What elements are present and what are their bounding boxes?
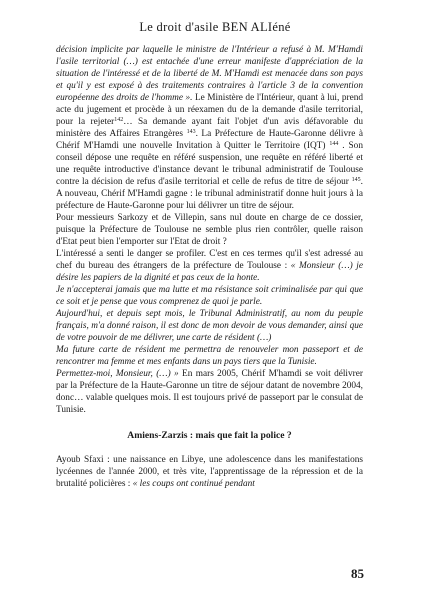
page-number: 85 (351, 566, 364, 581)
paragraph: Permettez-moi, Monsieur, (…) » En mars 2005, Chérif M'hamdi se voit délivrer par la Préfecture de la Haute-Garonne un titre de séjour datant de novembre 2004, donc… valable quelques mois. Il est toujours privé de passeport par le consulat de Tunisie. (56, 369, 363, 415)
paragraph: Pour messieurs Sarkozy et de Villepin, sans nul doute en charge de ce dossier, puisque la Préfecture de Toulouse ne semble plus rien contrôler, quelle raison d'Etat peut bien l'emporter sur l'Etat de droit ? (56, 213, 363, 247)
body-text (56, 44, 363, 490)
paragraph: Aujourd'hui, et depuis sept mois, le Tribunal Administratif, au nom du peuple français, m'a donné raison, il est donc de mon devoir de vous demander, ainsi que de votre pouvoir de me délivrer, une carte de résident (…) (56, 309, 363, 343)
section-heading: Amiens-Zarzis : mais que fait la police ? (127, 430, 292, 441)
paragraph: Je n'accepterai jamais que ma lutte et ma résistance soit criminalisée par qui que ce soit et je pense que vous comprenez de quoi je parle. (56, 285, 363, 307)
paragraph: L'intéressé a senti le danger se profiler. C'est en ces termes qu'il s'est adressé au chef du bureau des étrangers de la préfecture de Toulouse : « Monsieur (…) je désire les papiers de la dignité et pas ceux de la honte. (56, 249, 363, 283)
paragraph: Ma future carte de résident me permettra de renouveler mon passeport et de rencontrer ma femme et mes enfants dans un pays tiers que la Tunisie. (56, 345, 363, 367)
paragraph: Ayoub Sfaxi : une naissance en Libye, une adolescence dans les manifestations lycéennes de l'année 2000, et très vite, l'apprentissage de la répression et de la brutalité policières : « les coups ont continué pendant (56, 455, 363, 489)
paragraph: décision implicite par laquelle le ministre de l'Intérieur a refusé à M. M'Hamdi l'asile territorial (…) est entachée d'une erreur manifeste d'appréciation de la situation de l'intéressé et de la liberté de M. M'Hamdi est menacée dans son pays et qu'il y est exposé à des traitements contraires à l'article 3 de la convention européenne des droits de l'homme ». Le Ministère de l'Intérieur, quant à lui, prend acte du jugement et procède à un réexamen du de la demande d'asile territorial, pour la rejeter$^{142}$… Sa demande ayant fait l'objet d'un avis défavorable du ministère des Affaires Etrangères $^{143}$. La Préfecture de Haute-Garonne délivre à Chérif M'Hamdi une nouvelle Invitation à Quitter le Territoire (IQT) $^{144}$ . Son conseil dépose une requête en référé suspension, une requête en référé liberté et une requête introductive d'instance devant le tribunal administratif de Toulouse contre la décision de refus d'asile territorial et celle de refus de titre de séjour $^{145}$. A nouveau, Chérif M'Hamdi gagne : le tribunal administratif donne huit jours à la préfecture de Haute-Garonne pour lui délivrer un titre de séjour. (56, 45, 364, 211)
running-head: Le droit d'asile BEN ALIéné (139, 20, 291, 34)
